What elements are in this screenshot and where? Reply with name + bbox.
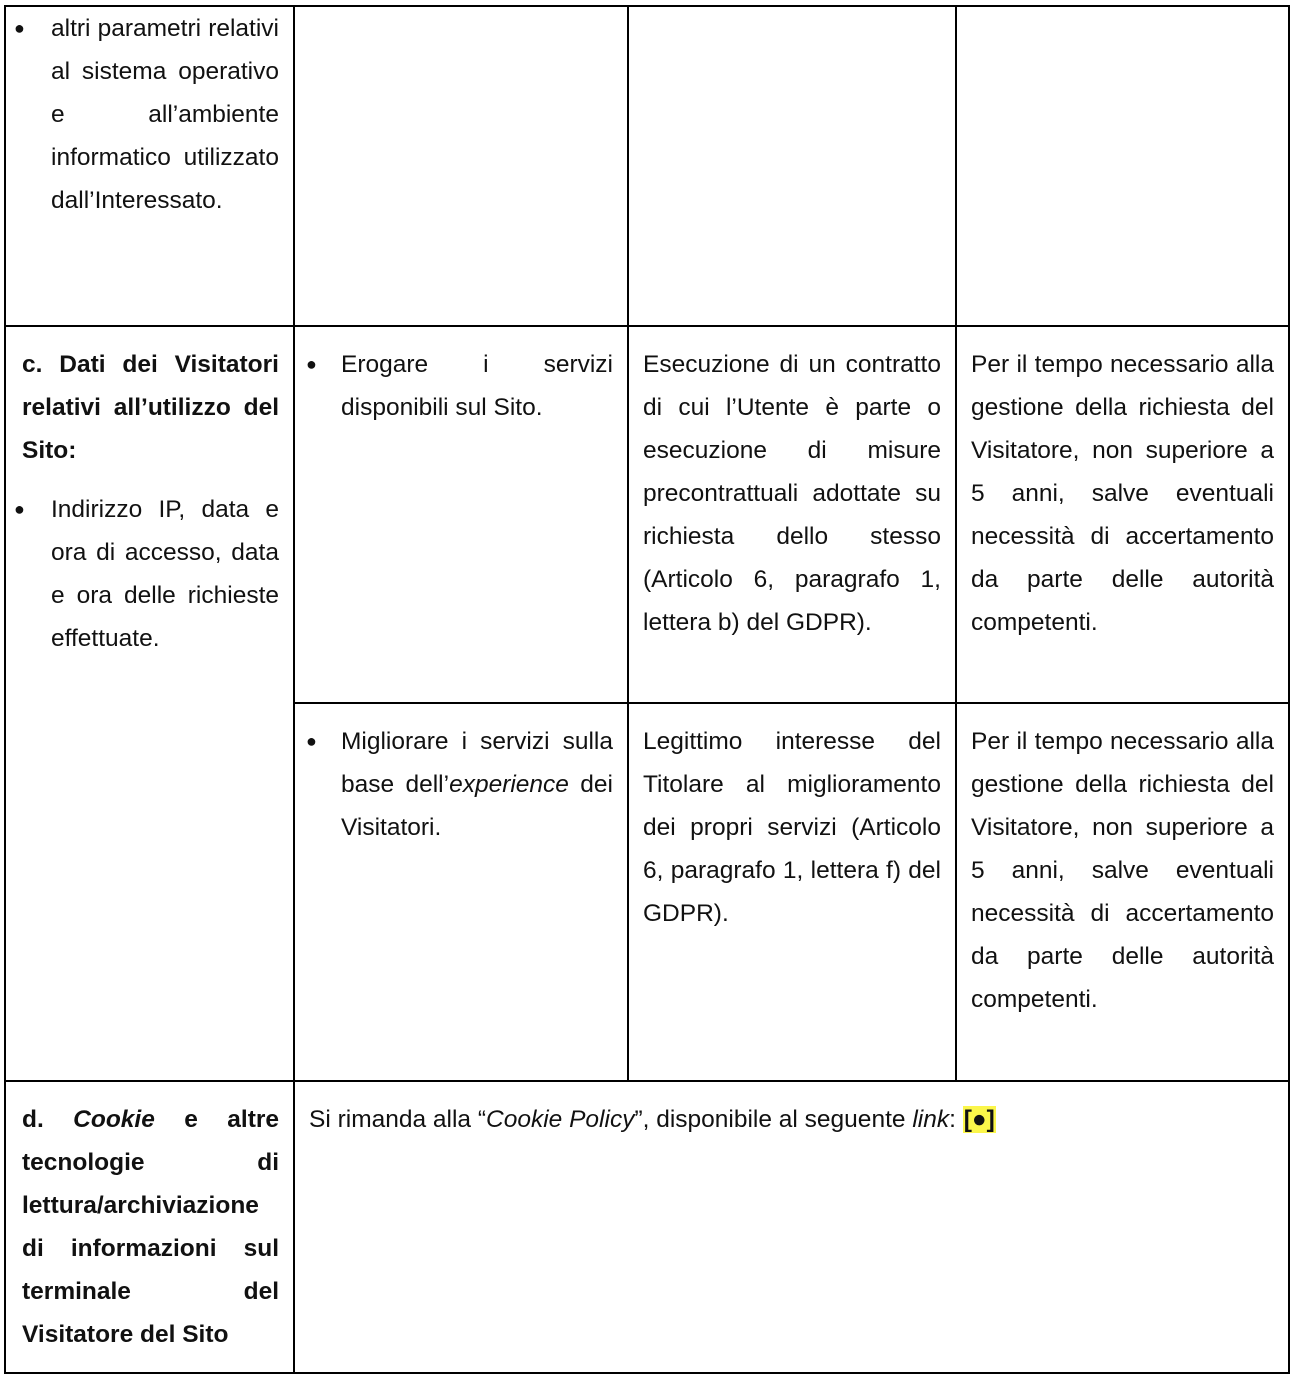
emphasis-text: experience — [449, 771, 569, 798]
bullet-icon: ● — [306, 354, 317, 374]
cookie-policy-cell — [294, 1081, 1289, 1373]
retention-text: Per il tempo necessario alla gestione della richiesta del Visitatore, non superiore a 5 anni, salve eventuali necessità di accertamento da parte delle autorità competenti. — [971, 728, 1274, 1013]
section-heading-c: c. Dati dei Visitatori relativi all’utilizzo del Sito: — [22, 351, 279, 464]
data-category-cell — [5, 6, 294, 326]
legal-basis-cell — [628, 326, 956, 703]
retention-cell — [956, 326, 1289, 703]
retention-text: Per il tempo necessario alla gestione della richiesta del Visitatore, non superiore a 5 anni, salve eventuali necessità di accertamento da parte delle autorità competenti. — [971, 351, 1274, 636]
emphasis-text: Cookie — [73, 1106, 155, 1133]
cookie-policy-text: Si rimanda alla “Cookie Policy”, disponibile al seguente link: [●] — [309, 1106, 995, 1133]
table-row-c-purpose-1 — [5, 326, 1289, 703]
bullet-icon: ● — [14, 18, 25, 38]
section-heading-d: d. Cookie e altre tecnologie di lettura/archiviazione di informazioni sul terminale del Visitatore del Sito — [22, 1106, 280, 1348]
privacy-table — [4, 5, 1290, 1374]
data-category-cell — [5, 1081, 294, 1373]
list-item — [306, 720, 613, 849]
purpose-text: Erogare i servizi disponibili sul Sito. — [341, 351, 613, 421]
bullet-icon: ● — [306, 731, 317, 751]
link-placeholder[interactable]: [●] — [963, 1106, 995, 1133]
data-category-cell — [5, 326, 294, 1081]
legal-basis-cell-empty — [628, 6, 956, 326]
list-item — [14, 7, 279, 222]
legal-basis-cell — [628, 703, 956, 1081]
bullet-icon: ● — [14, 499, 25, 519]
purpose-cell — [294, 703, 628, 1081]
table-row-d — [5, 1081, 1289, 1373]
data-item-text: Indirizzo IP, data e ora di accesso, data e ora delle richieste effettuate. — [51, 496, 279, 652]
list-item — [306, 343, 613, 429]
table-row-b-continuation — [5, 6, 1289, 326]
retention-cell — [956, 703, 1289, 1081]
data-item-text: altri parametri relativi al sistema operativo e all’ambiente informatico utilizzato dall’Interessato. — [51, 15, 279, 214]
purpose-cell-empty — [294, 6, 628, 326]
legal-basis-text: Esecuzione di un contratto di cui l’Utente è parte o esecuzione di misure precontrattuali adottate su richiesta dello stesso (Articolo 6, paragrafo 1, lettera b) del GDPR). — [643, 351, 941, 636]
retention-cell-empty — [956, 6, 1289, 326]
purpose-text: Migliorare i servizi sulla base dell’experience dei Visitatori. — [341, 728, 613, 841]
purpose-cell — [294, 326, 628, 703]
legal-basis-text: Legittimo interesse del Titolare al miglioramento dei propri servizi (Articolo 6, paragrafo 1, lettera f) del GDPR). — [643, 728, 941, 927]
list-item — [14, 488, 279, 660]
